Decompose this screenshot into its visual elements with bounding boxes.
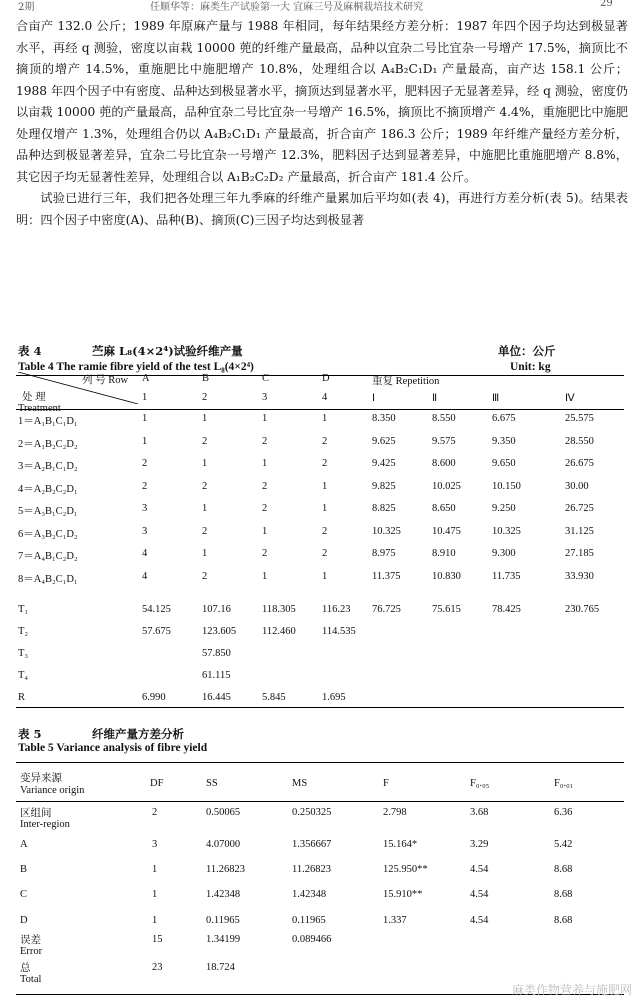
table4-summary-cell: 61.115: [202, 670, 231, 681]
table5-df: 2: [152, 807, 158, 818]
table4-row-name: 3＝A₂B₁C₁D₂: [18, 461, 78, 472]
table4-cell: 9.825: [372, 480, 396, 492]
table4-cell: 1: [202, 413, 208, 424]
table4-rep-col: Ⅰ: [372, 393, 376, 404]
table5-ss: 4.07000: [206, 839, 241, 850]
table4-summary-cell: 76.725: [372, 604, 401, 615]
table5-origin-en: D: [20, 915, 28, 926]
table4-summary-cell: 57.850: [202, 648, 231, 659]
table4-cell: 1: [262, 458, 268, 469]
table4-row-header-en: Treatment: [18, 403, 61, 414]
header-issue: 2期: [18, 2, 35, 12]
table4-cell: 2: [262, 503, 268, 514]
table4-summary-cell: 5.845: [262, 692, 286, 703]
table4-rep-col: Ⅱ: [432, 393, 438, 404]
table4-cell: 1: [262, 525, 268, 537]
table4-cell: 3: [142, 525, 148, 537]
table5-origin-cn: 误差: [20, 935, 41, 946]
table5-f: 1.337: [383, 915, 407, 926]
table4-cell: 26.675: [565, 458, 594, 469]
table4-factor-col: D: [322, 373, 330, 384]
table5-f01: 5.42: [554, 839, 573, 850]
table4-cell: 33.930: [565, 570, 594, 582]
table4-col-number: 4: [322, 392, 328, 403]
table5-f01: 8.68: [554, 889, 573, 900]
table4-cell: 3: [142, 503, 148, 514]
table4-cell: 8.975: [372, 548, 396, 559]
table5-header-f: F: [383, 778, 389, 789]
table4-cell: 1: [142, 435, 148, 447]
table4-cell: 27.185: [565, 548, 594, 559]
table4-cell: 2: [142, 480, 148, 492]
table4-cell: 30.00: [565, 480, 589, 492]
table4-summary-cell: 54.125: [142, 604, 171, 615]
table4-factor-col: B: [202, 373, 210, 384]
table4-cell: 1: [262, 413, 268, 424]
table4-cell: 2: [322, 525, 328, 537]
paragraph-2: 试验已进行三年，我们把各处理三年九季麻的纤维产量累加后平均如(表 4)，再进行方差分析(表 5)。结果表明：四个因子中密度(A)、品种(B)、摘顶(C)三因子均达到极显著: [16, 191, 628, 227]
table5-ms: 1.42348: [292, 889, 327, 900]
table5-label: 表 5: [18, 727, 42, 741]
table4-summary-cell: 118.305: [262, 604, 296, 615]
table4-cell: 4: [142, 548, 148, 559]
table4-cell: 2: [202, 525, 208, 537]
table5-header-ss: SS: [206, 778, 218, 789]
table4-cell: 1: [202, 458, 208, 469]
table4-title-en: Table 4 The ramie fibre yield of the test L₈(4×2⁴): [18, 361, 254, 373]
table5-ss: 0.50065: [206, 807, 241, 818]
table4-summary-name: T₂: [18, 626, 29, 637]
table4-bottom-rule: [16, 707, 624, 708]
table4-cell: 31.125: [565, 525, 594, 537]
table4-cell: 1: [322, 480, 328, 492]
table4-row-name: 5＝A₃B₁C₂D₁: [18, 506, 78, 517]
table4-summary-cell: 116.23: [322, 604, 351, 615]
table5-f: 2.798: [383, 807, 407, 818]
table4-col-number: 2: [202, 392, 208, 403]
table5-origin-en: A: [20, 839, 28, 850]
table4-cell: 10.475: [432, 525, 461, 537]
table5-header-rule: [16, 801, 624, 802]
table4-cell: 6.675: [492, 413, 516, 424]
table4-summary-cell: 57.675: [142, 626, 171, 637]
table4-cell: 28.550: [565, 435, 594, 447]
paragraph-1: 合亩产 132.0 公斤；1989 年原麻产量与 1988 年相同，每年结果经方差分析：1987 年四个因子均达到极显著水平，再经 q 测验，密度以亩栽 10000 蔸的纤维产量最高，品种以宜杂二号比宜杂一号增产 17.5%，摘顶比不摘顶的增产 14.5%，重施肥比中施肥增产 10.8%，处理组合以 A₄B₂C₁D₁ 产量最高，亩产达 158.1 公斤；1988 年四个因子中有密度、品种达到极显著水平，摘顶达到显著水平，肥料因子无显著差异，经 q 测验，密度仍以亩栽 10000 蔸的产量最高，品种宜杂二号比宜杂一号增产 16.5%，摘顶比不摘顶增产 4.4%，重施肥比中施肥处理仅增产 1.3%，处理组合仍以 A₄B₂C₁D₁ 产量最高，折合亩产 186.3 公斤；1989 年纤维产量经方差分析，品种达到极显著差异，宜杂二号比宜杂一号增产 12.3%，肥料因子达到显著差异，中施肥比重施肥增产 8.8%，其它因子均无显著性差异，处理组合以 A₁B₂C₂D₂ 产量最高，折合亩产 181.4 公斤。: [16, 19, 628, 184]
table5-df: 15: [152, 934, 163, 945]
table5-origin-en: B: [20, 864, 28, 875]
table4-cell: 8.910: [432, 548, 456, 559]
table5-origin-en: C: [20, 889, 28, 900]
table4-cell: 9.575: [432, 435, 456, 447]
table5-origin-en: Error: [20, 946, 43, 957]
header-title: 任顺华等：麻类生产试验第一大 宜麻三号及麻桐栽培技术研究: [150, 2, 424, 12]
table5-f05: 4.54: [470, 864, 489, 875]
table4-cell: 2: [142, 458, 148, 469]
table4-col-number: 1: [142, 392, 148, 403]
table5-title-cn: 纤维产量方差分析: [92, 727, 184, 741]
table4-row-name: 6＝A₃B₂C₁D₂: [18, 528, 78, 540]
table5-ss: 11.26823: [206, 864, 245, 875]
table5-header-df: DF: [150, 778, 164, 789]
table4-summary-cell: 107.16: [202, 604, 231, 615]
table4-summary-name: T₄: [18, 670, 29, 681]
table4-cell: 2: [322, 435, 328, 447]
table5-ms: 11.26823: [292, 864, 331, 875]
table4-cell: 11.735: [492, 570, 521, 582]
table4-cell: 2: [202, 480, 208, 492]
table4-cell: 9.300: [492, 548, 516, 559]
table4-title-cn: 苎麻 L₈(4×2⁴)试验纤维产量: [92, 344, 243, 358]
table4-summary-cell: 6.990: [142, 692, 166, 703]
table4-cell: 2: [262, 435, 268, 447]
table5-header-origin-en: Variance origin: [20, 785, 85, 796]
table4-row-header-cn: 处 理: [22, 392, 46, 403]
table4-row-name: 8＝A₄B₂C₁D₁: [18, 573, 78, 585]
header-page-number: 29: [600, 0, 613, 9]
table5-f05: 3.29: [470, 839, 489, 850]
table4-rep-col: Ⅲ: [492, 393, 500, 404]
table5-header-origin-cn: 变异来源: [20, 773, 62, 784]
table4-cell: 2: [322, 548, 328, 559]
table4-cell: 8.350: [372, 413, 396, 424]
table4-summary-name: T₃: [18, 648, 29, 659]
table5-df: 23: [152, 962, 163, 973]
table5-f: 125.950**: [383, 864, 428, 875]
table4-rep-col: Ⅳ: [565, 393, 575, 404]
table5-ss: 1.42348: [206, 889, 241, 900]
table4-cell: 10.325: [492, 525, 521, 537]
table5-origin-en: Inter-region: [20, 819, 70, 830]
table5-ms: 1.356667: [292, 839, 332, 850]
table5-df: 1: [152, 889, 158, 900]
page-header: [0, 0, 640, 12]
table4-cell: 10.025: [432, 480, 461, 492]
table4-factor-col: C: [262, 373, 270, 384]
table5-f: 15.164*: [383, 839, 418, 850]
table4-repetition-label: 重复 Repetition: [372, 376, 440, 387]
table4-summary-cell: 230.765: [565, 604, 600, 615]
table4-cell: 1: [262, 570, 268, 582]
table5-header-f05: F₀.₀₅: [470, 778, 490, 789]
table4-cell: 1: [142, 413, 148, 424]
table4-cell: 9.425: [372, 458, 396, 469]
table5-df: 3: [152, 839, 158, 850]
table5-ss: 0.11965: [206, 915, 240, 926]
table5-title-en: Table 5 Variance analysis of fibre yield: [18, 742, 208, 754]
table4-cell: 2: [322, 458, 328, 469]
table4-cell: 8.550: [432, 413, 456, 424]
table4-cell: 2: [262, 480, 268, 492]
table4-cell: 9.250: [492, 503, 516, 514]
table4-summary-cell: 112.460: [262, 626, 296, 637]
table4-col-number: 3: [262, 392, 268, 403]
table4-label: 表 4: [18, 344, 42, 358]
table4-cell: 2: [202, 570, 208, 582]
table5-top-rule: [16, 762, 624, 763]
table5-f: 15.910**: [383, 889, 423, 900]
table4-cell: 26.725: [565, 503, 594, 514]
table5-df: 1: [152, 915, 158, 926]
table4-summary-cell: 114.535: [322, 626, 356, 637]
table4-cell: 2: [262, 548, 268, 559]
table5-origin-en: Total: [20, 974, 42, 985]
table5-f05: 4.54: [470, 915, 489, 926]
table4-cell: 8.600: [432, 458, 456, 469]
table4-summary-cell: 16.445: [202, 692, 231, 703]
table5-origin-cn: 总: [20, 963, 31, 974]
table4-cell: 4: [142, 570, 148, 582]
table5-header-ms: MS: [292, 778, 308, 789]
table4-summary-cell: 123.605: [202, 626, 237, 637]
table4-cell: 1: [322, 503, 328, 514]
table4-row-name: 7＝A₄B₁C₂D₂: [18, 551, 78, 562]
table4-cell: 10.150: [492, 480, 521, 492]
table4-cell: 2: [202, 435, 208, 447]
table4-cell: 25.575: [565, 413, 594, 424]
table4-cell: 1: [202, 548, 208, 559]
table5-header-f01: F₀.₀₁: [554, 778, 574, 789]
table4-cell: 10.830: [432, 570, 461, 582]
table4-header-rule: [16, 409, 624, 410]
body-text: [16, 16, 628, 231]
table5-ms: 0.250325: [292, 807, 332, 818]
table4-row-name: 2＝A₁B₂C₂D₂: [18, 438, 78, 450]
watermark: 麻类作物营养与施肥网: [511, 983, 632, 997]
table4-row-name: 4＝A₂B₂C₂D₁: [18, 483, 78, 495]
table4-cell: 9.650: [492, 458, 516, 469]
table4-summary-cell: 75.615: [432, 604, 461, 615]
table4-cell: 1: [202, 503, 208, 514]
table4-factor-col: A: [142, 373, 150, 384]
table5-ss: 18.724: [206, 962, 235, 973]
table4-cell: 9.350: [492, 435, 516, 447]
table4-col-header: 列 号 Row: [82, 375, 129, 386]
table5-f05: 3.68: [470, 807, 489, 818]
table5-df: 1: [152, 864, 158, 875]
table4-cell: 9.625: [372, 435, 396, 447]
table4-summary-name: R: [18, 692, 26, 703]
table4-cell: 1: [322, 413, 328, 424]
table5-ms: 0.11965: [292, 915, 326, 926]
table5-ms: 0.089466: [292, 934, 332, 945]
table4-cell: 8.825: [372, 503, 396, 514]
table4-cell: 10.325: [372, 525, 401, 537]
table4-unit-en: Unit: kg: [510, 361, 551, 373]
table4-summary-cell: 78.425: [492, 604, 521, 615]
table4-unit-cn: 单位：公斤: [498, 344, 556, 358]
table4-cell: 8.650: [432, 503, 456, 514]
table5-f05: 4.54: [470, 889, 489, 900]
table5-ss: 1.34199: [206, 934, 241, 945]
table4-summary-name: T₁: [18, 604, 29, 615]
table5-f01: 8.68: [554, 915, 573, 926]
table4-row-name: 1＝A₁B₁C₁D₁: [18, 416, 78, 427]
table5-origin-cn: 区组间: [20, 808, 52, 819]
table5-f01: 8.68: [554, 864, 573, 875]
table4-summary-cell: 1.695: [322, 692, 346, 703]
table5-f01: 6.36: [554, 807, 573, 818]
table4-cell: 1: [322, 570, 328, 582]
table4-cell: 11.375: [372, 570, 401, 582]
